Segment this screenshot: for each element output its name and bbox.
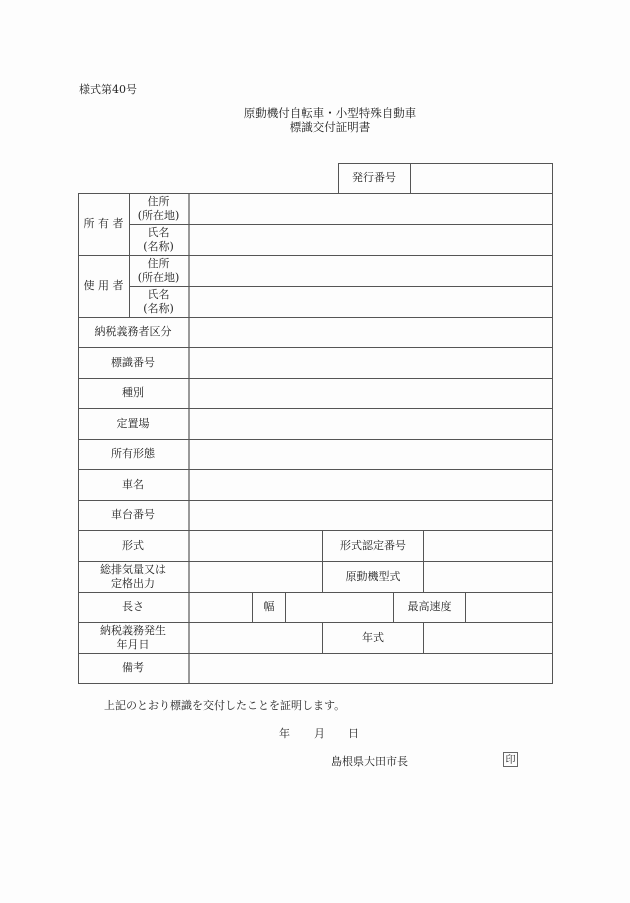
- model-label: 形式: [122, 538, 144, 552]
- issue-number-field[interactable]: [411, 164, 552, 193]
- date-year-label: 年: [279, 727, 290, 740]
- displacement-field[interactable]: [190, 562, 322, 592]
- seal-icon: 印: [503, 752, 518, 767]
- length-field[interactable]: [190, 593, 252, 622]
- max-speed-label: 最高速度: [407, 600, 452, 613]
- ownership-type-label: 所有形態: [111, 447, 155, 460]
- model-year-field[interactable]: [424, 623, 552, 653]
- displacement-label-1: 総排気量又は: [100, 562, 166, 576]
- date-month-label: 月: [314, 727, 325, 740]
- user-name-field[interactable]: [190, 287, 552, 317]
- vehicle-type-label: 種別: [122, 386, 144, 399]
- form-number: 様式第40号: [79, 83, 137, 96]
- document-title-line2: 標識交付証明書: [289, 120, 371, 134]
- owner-address-label: [129, 193, 188, 224]
- issue-number-label: 発行番号: [352, 171, 396, 184]
- remarks-label: 備考: [122, 661, 144, 674]
- tax-liability-date-label-2: 年月日: [116, 637, 150, 651]
- owner-address-label-1: 住所: [147, 194, 170, 208]
- issuer-name: 島根県大田市長: [331, 755, 408, 768]
- model-year-label: 年式: [362, 630, 384, 644]
- chassis-number-field[interactable]: [190, 501, 552, 530]
- owner-name-label-2: (名称): [143, 239, 174, 253]
- tax-liability-date-field[interactable]: [190, 623, 322, 653]
- storage-location-field[interactable]: [190, 409, 552, 439]
- tax-liability-date-label: [78, 622, 188, 653]
- user-address-field[interactable]: [190, 256, 552, 286]
- tax-liability-date-label-1: 納税義務発生: [100, 623, 166, 637]
- engine-model-label: 原動機型式: [345, 569, 401, 583]
- plate-number-label: 標識番号: [111, 355, 155, 369]
- user-group-label: 使 用 者: [83, 279, 124, 292]
- user-name-label-2: (名称): [143, 301, 174, 315]
- engine-model-field[interactable]: [424, 562, 552, 592]
- vehicle-name-field[interactable]: [190, 470, 552, 500]
- vehicle-name-label: 車名: [122, 477, 144, 491]
- user-name-label-1: 氏名: [147, 287, 170, 301]
- taxpayer-category-label: 納税義務者区分: [94, 325, 172, 338]
- vehicle-type-field[interactable]: [190, 379, 552, 408]
- storage-location-label: 定置場: [116, 416, 150, 430]
- user-address-label-2: (所在地): [137, 270, 180, 284]
- plate-number-field[interactable]: [190, 348, 552, 378]
- owner-name-label-1: 氏名: [147, 225, 170, 239]
- model-field[interactable]: [190, 531, 322, 561]
- user-address-label: [129, 255, 188, 286]
- date-day-label: 日: [348, 727, 359, 740]
- width-field[interactable]: [286, 593, 393, 622]
- taxpayer-category-field[interactable]: [190, 318, 552, 347]
- remarks-field[interactable]: [190, 654, 552, 683]
- owner-address-field[interactable]: [190, 194, 552, 224]
- owner-address-label-2: (所在地): [137, 208, 180, 222]
- max-speed-field[interactable]: [466, 593, 552, 622]
- user-name-label: [129, 286, 188, 317]
- displacement-label: [78, 561, 188, 592]
- certification-statement: 上記のとおり標識を交付したことを証明します。: [104, 699, 346, 712]
- owner-name-label: [129, 224, 188, 255]
- owner-group-label: 所 有 者: [83, 217, 124, 230]
- ownership-type-field[interactable]: [190, 440, 552, 469]
- document-title-line1: 原動機付自転車・小型特殊自動車: [243, 106, 417, 120]
- model-cert-number-field[interactable]: [424, 531, 552, 561]
- chassis-number-label: 車台番号: [111, 508, 155, 521]
- width-label: 幅: [263, 600, 275, 613]
- model-cert-number-label: 形式認定番号: [340, 538, 406, 552]
- displacement-label-2: 定格出力: [111, 576, 155, 590]
- length-label: 長さ: [122, 600, 144, 613]
- user-address-label-1: 住所: [147, 256, 170, 270]
- owner-name-field[interactable]: [190, 225, 552, 255]
